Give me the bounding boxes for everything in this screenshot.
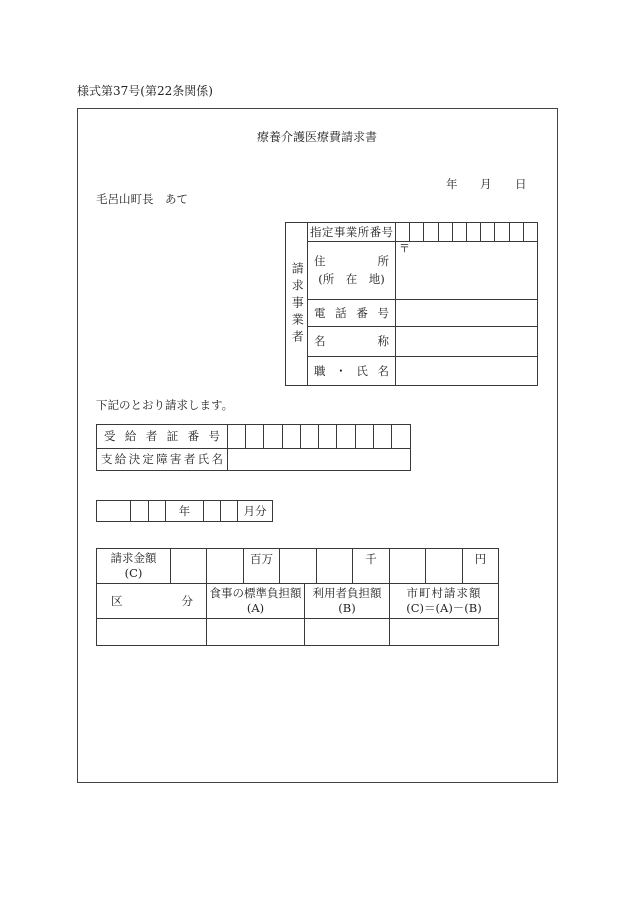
certificate-number-digit-box xyxy=(263,424,283,449)
name-label-cell xyxy=(307,326,396,357)
certificate-number-digit-box xyxy=(336,424,356,449)
certificate-number-digit-box xyxy=(318,424,337,449)
period-year-label: 年 xyxy=(178,503,191,518)
claim-amount-digit-cell xyxy=(425,548,463,584)
category-header-cell xyxy=(96,583,207,619)
decided-person-name-label-cell xyxy=(96,448,228,471)
office-number-digit-box xyxy=(480,222,495,242)
meal-header-label: 食事の標準負担額 xyxy=(209,586,302,601)
certificate-number-digit-box xyxy=(355,424,374,449)
phone-value-cell xyxy=(395,299,538,327)
certificate-number-digit-box xyxy=(245,424,264,449)
user-burden-header-sub-label: (B) xyxy=(338,601,356,615)
period-month-digit-box xyxy=(203,500,221,522)
claim-amount-digit-cell xyxy=(206,548,244,584)
addressee: 毛呂山町長 あて xyxy=(96,192,188,206)
name-label: 名称 xyxy=(314,334,389,349)
claim-amount-digit-cell xyxy=(389,548,426,584)
meal-header-cell xyxy=(206,583,305,619)
office-number-digit-box xyxy=(494,222,510,242)
decided-person-name-value-cell xyxy=(227,448,411,471)
office-number-digit-box xyxy=(523,222,538,242)
claim-amount-digit-cell xyxy=(279,548,317,584)
certificate-number-label: 受給者証番号 xyxy=(104,429,220,444)
claim-amount-digit-cell xyxy=(243,548,280,584)
certificate-number-digit-box xyxy=(391,424,411,449)
certificate-number-digit-box xyxy=(282,424,301,449)
period-year-label-cell xyxy=(165,500,204,522)
certificate-number-digit-box xyxy=(373,424,392,449)
period-year-digit-box xyxy=(130,500,149,522)
municipal-claim-header-cell xyxy=(389,583,499,619)
user-burden-value-cell xyxy=(304,618,390,646)
claim-amount-digit-cell xyxy=(170,548,207,584)
office-number-label: 指定事業所番号 xyxy=(310,224,393,239)
period-month-label: 月分 xyxy=(243,503,267,518)
office-number-label-cell xyxy=(307,222,396,242)
claim-amount-label: 請求金額 xyxy=(110,551,157,566)
claim-amount-digit-cell xyxy=(316,548,353,584)
name-value-cell xyxy=(395,326,538,357)
address-sub-label: (所 在 地) xyxy=(318,272,385,286)
office-number-digit-box xyxy=(452,222,467,242)
decided-person-name-label: 支給決定障害者氏名 xyxy=(101,452,223,467)
form-title: 療養介護医療費請求書 xyxy=(256,130,377,144)
address-label-cell xyxy=(307,241,396,300)
claimant-section-label-cell xyxy=(285,222,308,386)
instruction-text: 下記のとおり請求します。 xyxy=(96,398,234,412)
phone-label: 電話番号 xyxy=(314,305,389,320)
address-label: 住所 xyxy=(314,254,389,269)
municipal-claim-header-label: 市町村請求額 xyxy=(406,586,482,601)
date-year-label: 年 xyxy=(446,177,458,191)
office-number-digit-box xyxy=(438,222,453,242)
user-burden-header-label: 利用者負担額 xyxy=(312,586,382,601)
office-number-digit-box xyxy=(395,222,410,242)
form-number: 様式第37号(第22条関係) xyxy=(77,84,213,98)
date-month-label: 月 xyxy=(480,177,492,191)
period-month-label-cell xyxy=(237,500,273,522)
certificate-number-digit-box xyxy=(300,424,319,449)
title-name-value-cell xyxy=(395,356,538,386)
title-name-label-cell xyxy=(307,356,396,386)
period-year-digit-box xyxy=(96,500,131,522)
period-month-digit-box xyxy=(220,500,238,522)
category-header-label: 区分 xyxy=(111,593,193,608)
unit-yen-label: 円 xyxy=(474,552,487,566)
claim-amount-digit-cell xyxy=(462,548,499,584)
meal-value-cell xyxy=(206,618,305,646)
address-value-cell xyxy=(395,241,538,300)
category-value-cell xyxy=(96,618,207,646)
date-day-label: 日 xyxy=(515,177,527,191)
title-name-label: 職・氏名 xyxy=(314,363,389,378)
period-year-digit-box xyxy=(148,500,166,522)
office-number-digit-box xyxy=(509,222,524,242)
claim-amount-sub-label: (C) xyxy=(124,566,143,580)
certificate-number-digit-box xyxy=(227,424,246,449)
municipal-claim-header-sub-label: (C)＝(A)－(B) xyxy=(406,601,482,615)
certificate-number-label-cell xyxy=(96,424,228,449)
office-number-digit-box xyxy=(466,222,481,242)
meal-header-sub-label: (A) xyxy=(246,601,265,615)
claim-amount-digit-cell xyxy=(352,548,390,584)
claimant-section-label: 請求事業者 xyxy=(290,261,305,347)
phone-label-cell xyxy=(307,299,396,327)
unit-thousand-label: 千 xyxy=(365,552,377,566)
claim-amount-label-cell xyxy=(96,548,171,584)
postal-mark: 〒 xyxy=(399,242,410,255)
office-number-digit-box xyxy=(409,222,424,242)
municipal-claim-value-cell xyxy=(389,618,499,646)
unit-million-label: 百万 xyxy=(250,552,273,566)
office-number-digit-box xyxy=(423,222,439,242)
user-burden-header-cell xyxy=(304,583,390,619)
